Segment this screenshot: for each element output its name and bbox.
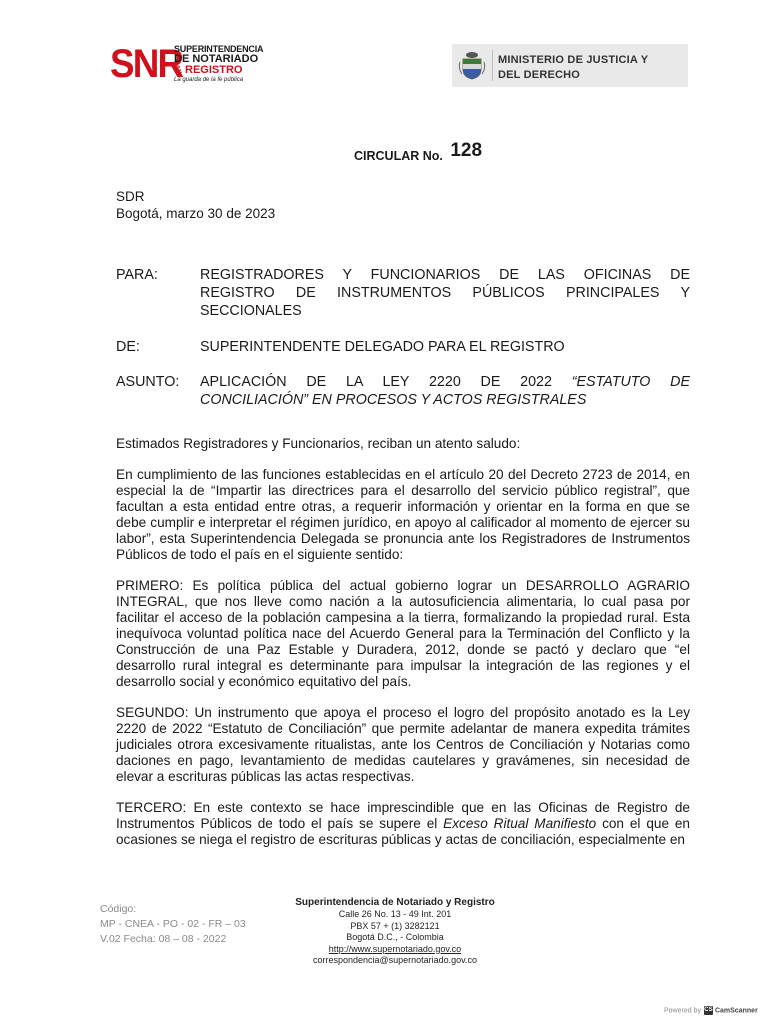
asunto-label: ASUNTO:: [116, 374, 180, 390]
para-line: REGISTRADORES Y FUNCIONARIOS DE LAS OFICINAS DE: [200, 267, 690, 283]
letter-body: [116, 436, 690, 863]
ministry-divider: [492, 50, 493, 81]
tercero-paragraph: [116, 800, 690, 848]
snr-logo: [110, 40, 280, 92]
document-code: [100, 902, 246, 947]
ministry-line1: MINISTERIO DE JUSTICIA Y: [498, 54, 649, 66]
greeting: Estimados Registradores y Funcionarios, reciban un atento saludo:: [116, 436, 521, 451]
asunto-italic-text: CONCILIACIÓN” EN PROCESOS Y ACTOS REGISTRALES: [200, 392, 587, 408]
snr-logo-letters: SNR: [110, 42, 183, 86]
footer-website-link[interactable]: http://www.supernotariado.gov.co: [328, 943, 462, 954]
ministry-line2: DEL DERECHO: [498, 69, 581, 81]
intro-paragraph: En cumplimiento de las funciones establecidas en el artículo 20 del Decreto 2723 de 2014, en especial la de “Impartir las directrices para el desarrollo del servicio público registral”, que facultan a esta entidad entre otras, a requerir información y orientar en la forma en que se debe cumplir e interpretar el régimen jurídico, en apoyo al calificador al momento de ejercer su labor”, esta Superintendencia Delegada se pronuncia ante los Registradores de Instrumentos Públicos de todo el país en el siguiente sentido:: [116, 467, 690, 562]
footer-phone: PBX 57 + (1) 3282121: [350, 920, 440, 931]
snr-logo-line2: DE NOTARIADO: [174, 53, 259, 65]
ministry-name: [498, 53, 648, 83]
footer-entity: Superintendencia de Notariado y Registro: [295, 897, 495, 908]
footer-city: Bogotá D.C., - Colombia: [346, 932, 444, 942]
asunto-value: [200, 373, 690, 409]
de-value: SUPERINTENDENTE DELEGADO PARA EL REGISTRO: [200, 339, 565, 355]
powered-by-text: Powered by: [664, 1007, 701, 1015]
de-label: DE:: [116, 339, 140, 355]
camscanner-icon: CS: [704, 1007, 713, 1013]
tercero-text-before: TERCERO: En este contexto se hace imprescindible que en las Oficinas de Registro de Instrumentos Públicos de todo el país se supere el: [116, 800, 690, 831]
para-label: PARA:: [116, 267, 158, 283]
office-code: SDR: [116, 189, 145, 204]
document-date: Bogotá, marzo 30 de 2023: [116, 206, 276, 221]
footer-contact: [260, 896, 530, 967]
document-meta: [116, 188, 275, 222]
code-label: Código:: [100, 903, 137, 915]
snr-logo-tagline: La guarda de la fe pública: [174, 77, 244, 83]
scanner-watermark: [664, 1006, 758, 1015]
footer-email[interactable]: correspondencia@supernotariado.gov.co: [312, 955, 478, 965]
circular-title: [354, 140, 483, 166]
code-value: MP - CNEA - PO - 02 - FR – 03: [100, 918, 246, 930]
version-date: V.02 Fecha: 08 – 08 - 2022: [100, 933, 227, 945]
primero-paragraph: PRIMERO: Es política pública del actual gobierno lograr un DESARROLLO AGRARIO INTEGRAL, que nos lleve como nación a la autosuficiencia alimentaria, lo cual pasa por facilitar el acceso de la población campesina a la tierra, formalizando la propiedad rural. Esta inequívoca voluntad política nace del Acuerdo General para la Terminación del Conflicto y la Construcción de una Paz Estable y Duradera, 2012, donde se pactó y declaro que “el desarrollo rural integral es determinante para impulsar la integración de las regiones y el desarrollo social y económico equitativo del país.: [116, 578, 690, 689]
snr-logo-text: [174, 44, 263, 84]
snr-logo-line3: & REGISTRO: [174, 64, 243, 76]
para-value: [200, 266, 690, 320]
footer-address: Calle 26 No. 13 - 49 Int. 201: [338, 909, 452, 919]
para-line: SECCIONALES: [200, 303, 302, 319]
coat-of-arms-icon: [458, 50, 486, 80]
camscanner-name: CamScanner: [714, 1007, 758, 1015]
snr-logo-line1: SUPERINTENDENCIA: [174, 44, 264, 54]
asunto-text: APLICACIÓN DE LA LEY 2220 DE 2022: [200, 374, 552, 390]
asunto-line1: [200, 373, 690, 391]
para-line: REGISTRO DE INSTRUMENTOS PÚBLICOS PRINCIPALES Y: [200, 285, 690, 301]
tercero-text-after: con el que en ocasiones se niega el registro de escrituras públicas y actas de conciliación, especialmente en: [116, 816, 690, 847]
asunto-italic-text: “ESTATUTO DE: [571, 374, 690, 390]
circular-label: CIRCULAR No.: [354, 149, 443, 163]
circular-number: 128: [450, 140, 483, 161]
ministry-logo: [452, 44, 688, 87]
tercero-italic: Exceso Ritual Manifiesto: [443, 816, 597, 831]
segundo-paragraph: SEGUNDO: Un instrumento que apoya el proceso el logro del propósito anotado es la Ley 2220 de 2022 “Estatuto de Conciliación” que permite adelantar de manera expedita trámites judiciales otrora excesivamente ritualistas, ante los Centros de Conciliación y Notarias como daciones en pago, levantamiento de medidas cautelares y gravámenes, sin necesidad de elevar a escrituras públicas las actas respectivas.: [116, 705, 690, 784]
asunto-line2: [200, 391, 690, 409]
